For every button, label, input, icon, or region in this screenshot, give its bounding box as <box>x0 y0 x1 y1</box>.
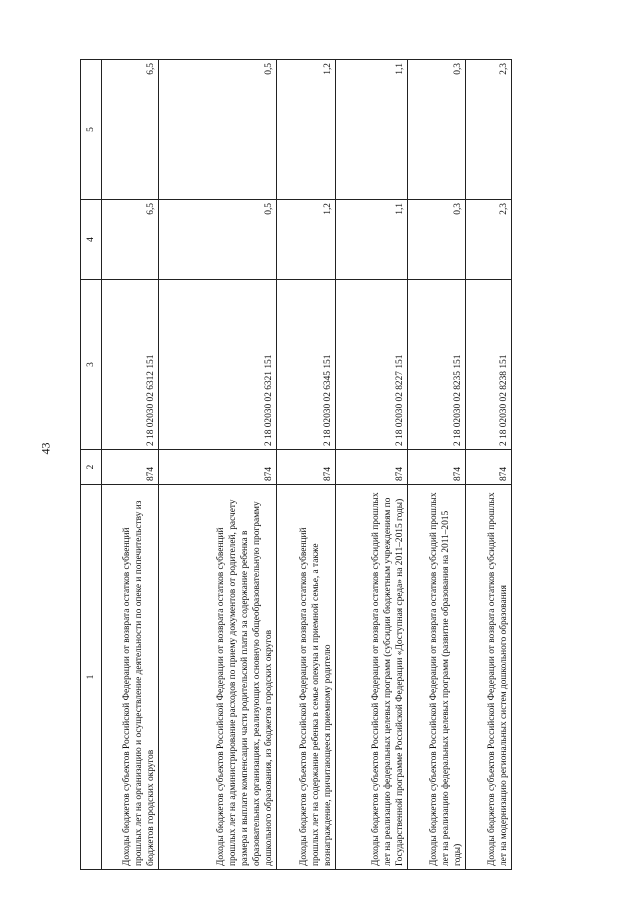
row-col4-value: 0,5 <box>159 200 277 280</box>
row-budget-code: 2 18 02030 02 8235 151 <box>408 280 466 450</box>
table-row <box>336 60 408 870</box>
row-col5-value: 0,3 <box>408 60 466 200</box>
row-budget-code: 2 18 02030 02 8227 151 <box>336 280 408 450</box>
row-col4-value: 6,5 <box>102 200 159 280</box>
row-col5-value: 6,5 <box>102 60 159 200</box>
row-col4-value: 1,1 <box>336 200 408 280</box>
row-description: Доходы бюджетов субъектов Российской Федерации от возврата остатков субсидий прошлых лет на модернизацию региональных систем дошкольного образования <box>466 485 512 870</box>
row-col4-value: 1,2 <box>277 200 336 280</box>
row-admin-code: 874 <box>102 450 159 485</box>
row-budget-code: 2 18 02030 02 8238 151 <box>466 280 512 450</box>
row-admin-code: 874 <box>336 450 408 485</box>
header-cell: 5 <box>81 60 102 200</box>
table-row <box>277 60 336 870</box>
table-row <box>466 60 512 870</box>
row-description: Доходы бюджетов субъектов Российской Федерации от возврата остатков субвенций прошлых лет на администрирование расходов по приему документов от родителей, расчету размера и выплате компенсации части родительской платы за содержание ребенка в образовательных организациях, реализующих основную общеобразовательную программу дошкольного образования, из бюджетов городских округов <box>159 485 277 870</box>
table-header-row <box>81 60 102 870</box>
row-col5-value: 1,2 <box>277 60 336 200</box>
row-col5-value: 1,1 <box>336 60 408 200</box>
table-row <box>159 60 277 870</box>
row-description: Доходы бюджетов субъектов Российской Федерации от возврата остатков субсидий прошлых лет на реализацию федеральных целевых программ (развитие образования на 2011–2015 годы) <box>408 485 466 870</box>
row-col4-value: 2,3 <box>466 200 512 280</box>
row-admin-code: 874 <box>466 450 512 485</box>
rotated-table-container <box>80 60 526 870</box>
row-budget-code: 2 18 02030 02 6312 151 <box>102 280 159 450</box>
row-admin-code: 874 <box>408 450 466 485</box>
table-row <box>408 60 466 870</box>
header-cell: 2 <box>81 450 102 485</box>
row-description: Доходы бюджетов субъектов Российской Федерации от возврата остатков субвенций прошлых лет на организацию и осуществление деятельности по опеке и попечительству из бюджетов городских округов <box>102 485 159 870</box>
row-description: Доходы бюджетов субъектов Российской Федерации от возврата остатков субсидий прошлых лет на реализацию федеральных целевых программ (субсидии бюджетным учреждениям по Государственной программе Российской Федерации «Доступная среда» на 2011–2015 годы) <box>336 485 408 870</box>
row-col4-value: 0,3 <box>408 200 466 280</box>
row-col5-value: 0,5 <box>159 60 277 200</box>
row-admin-code: 874 <box>277 450 336 485</box>
page-number: 43 <box>38 442 53 455</box>
table-row <box>102 60 159 870</box>
header-cell: 3 <box>81 280 102 450</box>
row-budget-code: 2 18 02030 02 6345 151 <box>277 280 336 450</box>
header-cell: 4 <box>81 200 102 280</box>
header-cell: 1 <box>81 485 102 870</box>
row-admin-code: 874 <box>159 450 277 485</box>
row-budget-code: 2 18 02030 02 6321 151 <box>159 280 277 450</box>
row-description: Доходы бюджетов субъектов Российской Федерации от возврата остатков субвенций прошлых лет на содержание ребенка в семье опекуна и приемной семье, а также вознаграждение, причитающееся приемному родителю <box>277 485 336 870</box>
row-col5-value: 2,3 <box>466 60 512 200</box>
revenue-table <box>80 59 512 870</box>
